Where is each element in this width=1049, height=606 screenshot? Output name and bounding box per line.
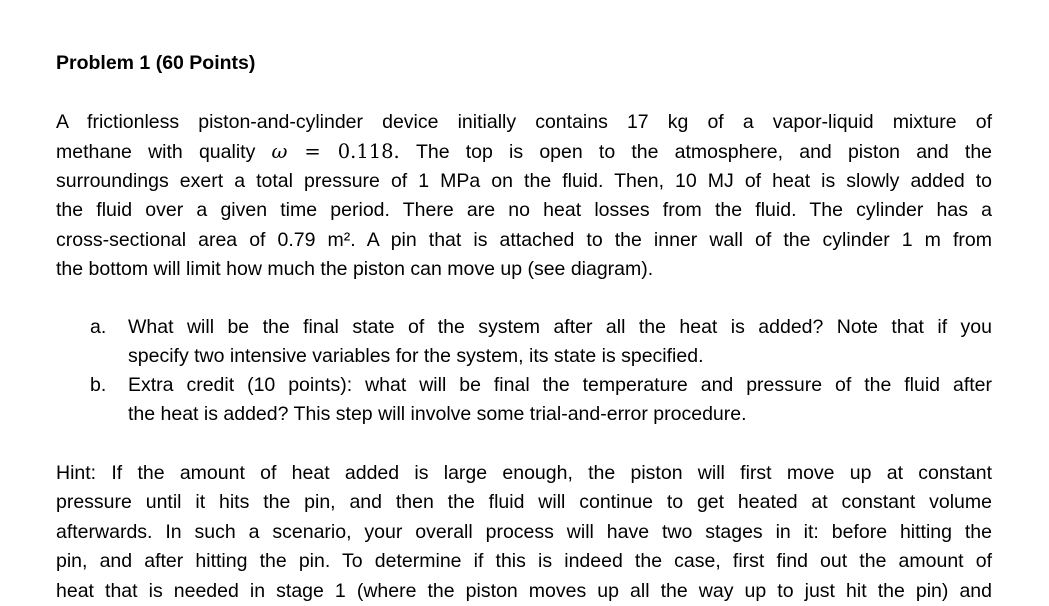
statement-line-2 <box>56 137 992 166</box>
question-a-marker: a. <box>90 316 107 338</box>
statement-line-2-text-a: methane with quality <box>56 141 256 164</box>
statement-line-4: the fluid over a given time period. There are no heat losses from the fluid. The cylinder has a <box>56 199 992 222</box>
problem-title: Problem 1 (60 Points) <box>56 52 256 74</box>
hint-line-4: pin, and after hitting the pin. To determine if this is indeed the case, first find out the amount of <box>56 550 992 573</box>
statement-line-6: the bottom will limit how much the piston can move up (see diagram). <box>56 257 654 280</box>
question-b-line-2: the heat is added? This step will involve some trial-and-error procedure. <box>128 403 747 425</box>
hint-line-3: afterwards. In such a scenario, your overall process will have two stages in it: before hitting the <box>56 520 992 543</box>
hint-paragraph <box>56 459 992 606</box>
question-list <box>56 313 992 429</box>
statement-line-1: A frictionless piston-and-cylinder device initially contains 17 kg of a vapor-liquid mixture of <box>56 111 992 133</box>
question-a-line-2: specify two intensive variables for the system, its state is specified. <box>128 345 704 367</box>
statement-line-3: surroundings exert a total pressure of 1 MPa on the fluid. Then, 10 MJ of heat is slowly added to <box>56 169 992 192</box>
problem-statement <box>56 108 992 284</box>
hint-line-1: Hint: If the amount of heat added is large enough, the piston will first move up at constant <box>56 462 992 484</box>
hint-line-2: pressure until it hits the pin, and then the fluid will continue to get heated at constant volume <box>56 491 992 514</box>
quality-equation <box>272 140 400 163</box>
question-a-line-1: What will be the final state of the system after all the heat is added? Note that if you <box>128 316 992 338</box>
question-a <box>56 313 992 371</box>
question-b <box>56 371 992 429</box>
hint-line-5: heat that is needed in stage 1 (where the piston moves up all the way up to just hit the pin) and <box>56 579 992 602</box>
quality-symbol: ω <box>271 140 288 164</box>
statement-line-2-text-b: The top is open to the atmosphere, and piston and the <box>415 141 993 164</box>
quality-value: = 0.118. <box>304 140 400 164</box>
question-b-marker: b. <box>90 374 107 396</box>
question-b-line-1: Extra credit (10 points): what will be final the temperature and pressure of the fluid after <box>128 374 992 396</box>
statement-line-5: cross-sectional area of 0.79 m². A pin that is attached to the inner wall of the cylinder 1 m from <box>56 228 992 251</box>
